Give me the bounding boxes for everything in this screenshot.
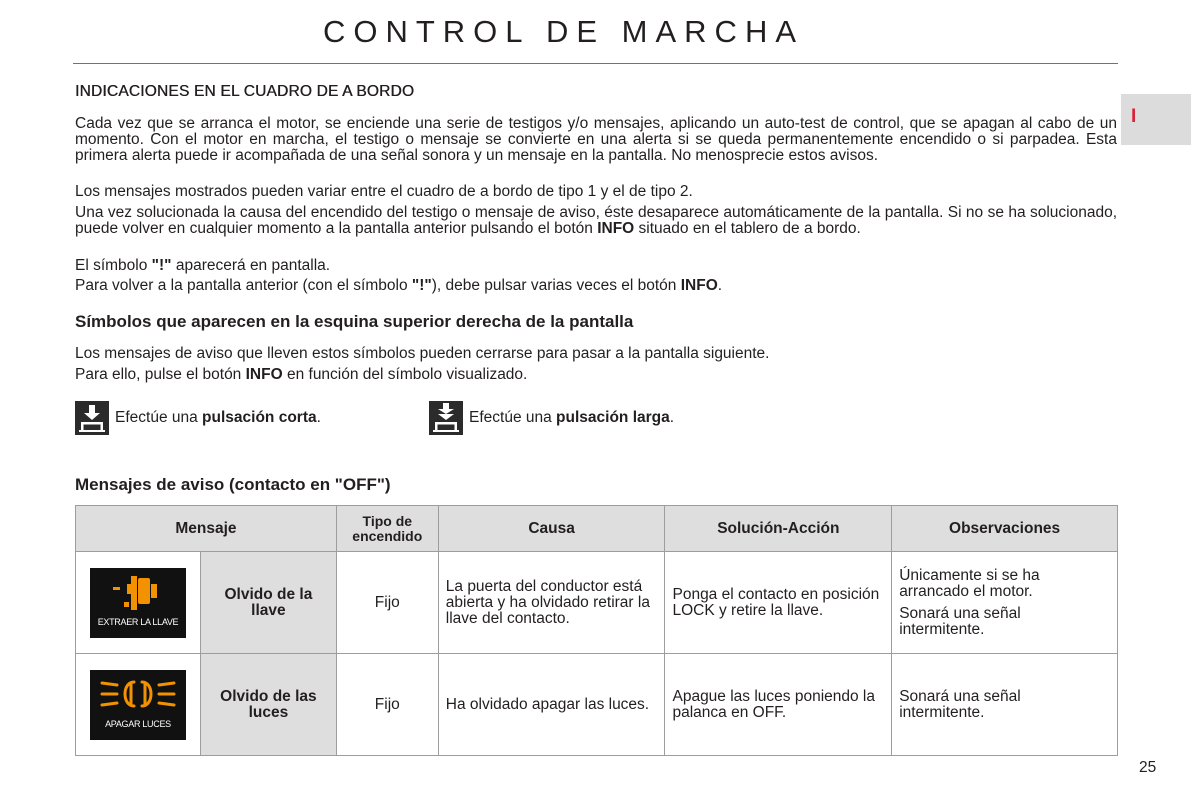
symbol-paragraph: [75, 258, 1117, 274]
symbols-instruction: [75, 367, 1117, 383]
observation-line: Únicamente si se ha arrancado el motor.: [899, 566, 1040, 600]
text-run: ), debe pulsar varias veces el botón: [431, 277, 681, 294]
long-press-label: pulsación larga: [556, 409, 670, 426]
exclamation-symbol-ref: "!": [411, 277, 432, 294]
info-button-ref: INFO: [680, 277, 718, 294]
text-run: situado en el tablero de a bordo.: [634, 220, 861, 237]
message-name-line2: luces: [248, 703, 289, 721]
info-button-ref: INFO: [245, 366, 283, 383]
symbols-heading: Símbolos que aparecen en la esquina superior derecha de la pantalla: [75, 312, 634, 331]
activation-type: Fijo: [336, 654, 438, 756]
col-solucion: Solución-Acción: [665, 506, 892, 552]
display-types-paragraph: Los mensajes mostrados pueden variar entre el cuadro de a bordo de tipo 1 y el de tipo 2.: [75, 183, 693, 200]
observation-line: Sonará una señal intermitente.: [899, 604, 1021, 638]
info-button-ref: INFO: [597, 220, 635, 237]
chapter-tab-label: I: [1131, 106, 1137, 127]
text-run: El símbolo: [75, 257, 152, 274]
solution-text: Ponga el contacto en posición LOCK y retire la llave.: [665, 552, 892, 654]
key-reminder-caption: EXTRAER LA LLAVE: [97, 616, 179, 627]
cause-text: Ha olvidado apagar las luces.: [438, 654, 665, 756]
table-header-row: [76, 506, 1118, 552]
text-run: .: [717, 277, 723, 294]
solution-text: Apague las luces poniendo la palanca en OFF.: [665, 654, 892, 756]
message-name-line2: llave: [251, 601, 286, 619]
icon-cell: [76, 654, 201, 756]
message-name: [200, 552, 336, 654]
short-press-label: pulsación corta: [202, 409, 317, 426]
cause-text: La puerta del conductor está abierta y ha olvidado retirar la llave del contacto.: [438, 552, 665, 654]
return-paragraph: [75, 278, 1117, 294]
page-number: 25: [1139, 759, 1157, 776]
activation-type: Fijo: [336, 552, 438, 654]
title-divider: [73, 63, 1118, 64]
text-run: .: [669, 409, 675, 426]
col-mensaje: Mensaje: [76, 506, 337, 552]
icon-cell: [76, 552, 201, 654]
warning-messages-table: [75, 505, 1118, 756]
long-press-legend: [429, 401, 674, 435]
long-press-icon: [429, 401, 463, 435]
text-run: Efectúe una: [115, 409, 198, 426]
text-run: Para volver a la pantalla anterior (con el símbolo: [75, 277, 412, 294]
intro-paragraph: Cada vez que se arranca el motor, se enciende una serie de testigos y/o mensajes, aplicando un auto-test de control, que se apagan al cabo de un momento. Con el motor en marcha, el testigo o mensaje se convierte en una alerta si se queda permanentemente encendido o si parpadea. Esta primera alerta puede ir acompañada de una señal sonora y un mensaje en la pantalla. No menosprecie estos avisos.: [75, 115, 1117, 164]
warnings-heading: Mensajes de aviso (contacto en "OFF"): [75, 475, 391, 494]
observation-line: Sonará una señal intermitente.: [899, 687, 1021, 721]
lights-on-icon: [90, 670, 186, 740]
observation-text: [892, 654, 1118, 756]
symbols-paragraph: Los mensajes de aviso que lleven estos símbolos pueden cerrarse para pasar a la pantalla siguiente.: [75, 345, 770, 362]
text-run: .: [316, 409, 321, 426]
observation-text: [892, 552, 1118, 654]
lights-on-caption: APAGAR LUCES: [105, 718, 171, 729]
text-run: Para ello, pulse el botón: [75, 366, 246, 383]
section-heading: INDICACIONES EN EL CUADRO DE A BORDO: [75, 83, 415, 100]
message-name-line1: Olvido de las: [220, 687, 317, 705]
col-causa: Causa: [438, 506, 665, 552]
short-press-icon: [75, 401, 109, 435]
col-tipo-line2: encendido: [352, 527, 423, 544]
text-run: en función del símbolo visualizado.: [282, 366, 528, 383]
message-name-line1: Olvido de la: [224, 585, 313, 603]
text-run: Efectúe una: [469, 409, 552, 426]
exclamation-symbol-ref: "!": [151, 257, 172, 274]
text-run: aparecerá en pantalla.: [171, 257, 331, 274]
table-row: [76, 654, 1118, 756]
message-name: [200, 654, 336, 756]
col-observaciones: Observaciones: [892, 506, 1118, 552]
col-tipo-line1: Tipo de: [362, 512, 413, 529]
resolution-paragraph: [75, 205, 1117, 237]
short-press-legend: [75, 401, 321, 435]
key-reminder-icon: [90, 568, 186, 638]
text-run: Una vez solucionada la causa del encendido del testigo o mensaje de aviso, éste desaparece automáticamente de la pantalla. Si no se ha solucionado, puede volver en cualquier momento a la pantalla anterior pulsando el botón: [75, 204, 1117, 237]
chapter-tab: [1121, 94, 1191, 145]
col-tipo: [336, 506, 438, 552]
page-title: CONTROL DE MARCHA: [322, 14, 805, 49]
table-row: [76, 552, 1118, 654]
